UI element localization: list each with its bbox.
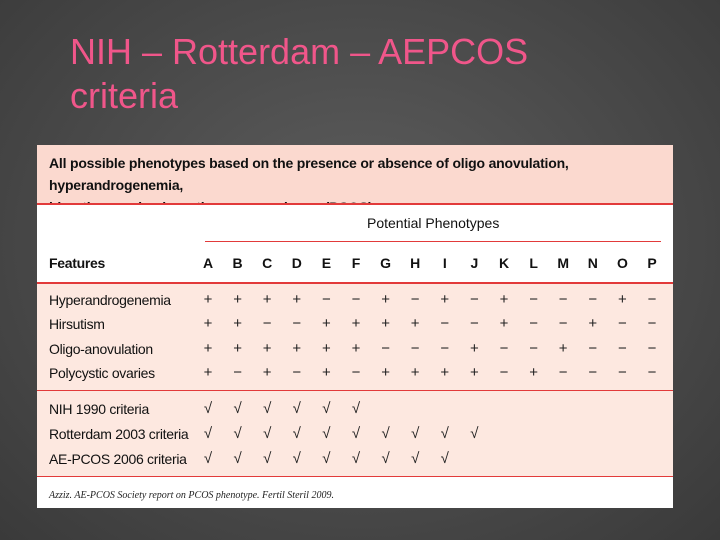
caption-line-1: All possible phenotypes based on the presence or absence of oligo anovulation, hyperandrogenemia, — [49, 155, 569, 193]
feature-mark: − — [618, 364, 627, 381]
criteria-check: √ — [263, 400, 272, 417]
criteria-check: √ — [411, 425, 420, 442]
column-header-i: I — [442, 255, 447, 271]
header-divider — [37, 282, 673, 284]
criteria-check: √ — [292, 400, 301, 417]
feature-mark: + — [470, 340, 479, 357]
criteria-check: √ — [351, 400, 361, 417]
column-header-d: D — [291, 255, 302, 271]
feature-mark: + — [618, 291, 627, 308]
feature-mark: − — [292, 315, 302, 332]
row-label: Oligo-anovulation — [49, 341, 153, 357]
feature-mark: − — [233, 364, 242, 381]
feature-mark: + — [203, 315, 213, 332]
criteria-check: √ — [381, 450, 390, 467]
feature-mark: − — [410, 340, 420, 357]
row-label: Rotterdam 2003 criteria — [49, 426, 189, 442]
feature-mark: − — [440, 340, 450, 357]
title-line-2: criteria — [70, 75, 179, 116]
feature-mark: − — [529, 291, 538, 308]
column-header-n: N — [587, 255, 598, 271]
table-footnote: Azziz. AE-PCOS Society report on PCOS phenotype. Fertil Steril 2009. — [49, 490, 334, 501]
row-label: Hyperandrogenemia — [49, 292, 171, 308]
feature-mark: − — [529, 315, 538, 332]
feature-mark: − — [381, 340, 390, 357]
feature-mark: + — [262, 291, 272, 308]
feature-mark: − — [647, 340, 657, 357]
column-header-a: A — [202, 255, 214, 271]
criteria-check: √ — [322, 400, 331, 417]
feature-mark: − — [410, 291, 420, 308]
feature-mark: + — [233, 291, 242, 308]
feature-mark: − — [588, 364, 598, 381]
feature-mark: − — [351, 364, 361, 381]
column-header-b: B — [232, 255, 243, 271]
feature-mark: + — [440, 291, 450, 308]
feature-mark: + — [529, 364, 538, 381]
feature-mark: + — [292, 291, 302, 308]
feature-mark: − — [292, 364, 302, 381]
feature-mark: + — [470, 364, 479, 381]
feature-mark: − — [558, 364, 568, 381]
criteria-check: √ — [292, 425, 301, 442]
row-label: AE-PCOS 2006 criteria — [49, 451, 187, 467]
feature-mark: + — [292, 340, 302, 357]
column-header-p: P — [647, 255, 657, 271]
column-header-c: C — [262, 255, 273, 271]
feature-mark: + — [410, 364, 420, 381]
criteria-check: √ — [233, 425, 242, 442]
feature-mark: − — [647, 364, 657, 381]
slide-title — [70, 30, 690, 118]
feature-mark: + — [233, 340, 242, 357]
column-header-o: O — [616, 255, 628, 271]
criteria-check: √ — [263, 450, 272, 467]
feature-mark: − — [558, 315, 568, 332]
feature-mark: − — [351, 291, 361, 308]
criteria-check: √ — [440, 425, 449, 442]
feature-mark: + — [233, 315, 242, 332]
criteria-check: √ — [203, 425, 213, 442]
criteria-check: √ — [322, 425, 331, 442]
group-header-rule — [205, 241, 661, 242]
feature-mark: − — [499, 340, 509, 357]
feature-mark: + — [322, 364, 331, 381]
feature-mark: + — [203, 291, 213, 308]
criteria-check: √ — [233, 450, 242, 467]
row-label: Polycystic ovaries — [49, 365, 155, 381]
feature-mark: + — [440, 364, 450, 381]
criteria-check: √ — [381, 425, 390, 442]
feature-mark: − — [499, 364, 509, 381]
column-header-h: H — [410, 255, 421, 271]
criteria-check: √ — [263, 425, 272, 442]
feature-mark: + — [262, 364, 272, 381]
feature-mark: − — [618, 315, 627, 332]
column-header-k: K — [498, 255, 510, 271]
feature-divider — [37, 390, 673, 391]
feature-mark: − — [618, 340, 627, 357]
criteria-check: √ — [351, 425, 361, 442]
feature-mark: + — [262, 340, 272, 357]
feature-mark: + — [203, 364, 213, 381]
column-header-g: G — [380, 255, 392, 271]
criteria-check: √ — [203, 400, 213, 417]
feature-mark: + — [351, 340, 361, 357]
title-line-1: NIH – Rotterdam – AEPCOS — [70, 31, 529, 72]
criteria-check: √ — [470, 425, 479, 442]
column-header-l: L — [529, 255, 538, 271]
feature-mark: − — [529, 340, 538, 357]
criteria-check: √ — [203, 450, 213, 467]
feature-mark: + — [203, 340, 213, 357]
feature-mark: + — [351, 315, 361, 332]
feature-mark: − — [558, 291, 568, 308]
feature-mark: − — [647, 315, 657, 332]
column-header-j: J — [470, 255, 479, 271]
criteria-check: √ — [233, 400, 242, 417]
feature-mark: + — [558, 340, 568, 357]
row-label: NIH 1990 criteria — [49, 401, 149, 417]
criteria-check: √ — [411, 450, 420, 467]
feature-mark: + — [322, 340, 331, 357]
feature-mark: − — [262, 315, 272, 332]
column-header-f: F — [351, 255, 361, 271]
feature-mark: − — [588, 340, 598, 357]
phenotype-table — [37, 145, 673, 508]
header-band — [37, 205, 673, 283]
feature-mark: + — [499, 291, 509, 308]
feature-mark: + — [410, 315, 420, 332]
column-header-e: E — [321, 255, 332, 271]
feature-mark: + — [381, 364, 390, 381]
feature-mark: − — [470, 291, 479, 308]
feature-mark: − — [322, 291, 331, 308]
row-label: Hirsutism — [49, 316, 105, 332]
table-caption — [37, 145, 673, 203]
feature-mark: + — [499, 315, 509, 332]
criteria-check: √ — [292, 450, 301, 467]
features-header: Features — [49, 255, 105, 271]
criteria-check: √ — [440, 450, 449, 467]
feature-mark: − — [470, 315, 479, 332]
feature-mark: + — [588, 315, 598, 332]
feature-mark: − — [588, 291, 598, 308]
group-header: Potential Phenotypes — [367, 215, 500, 231]
criteria-check: √ — [322, 450, 331, 467]
column-header-m: M — [557, 255, 570, 271]
criteria-check: √ — [351, 450, 361, 467]
feature-mark: + — [381, 291, 390, 308]
feature-mark: − — [440, 315, 450, 332]
feature-mark: + — [381, 315, 390, 332]
feature-mark: + — [322, 315, 331, 332]
feature-mark: − — [647, 291, 657, 308]
